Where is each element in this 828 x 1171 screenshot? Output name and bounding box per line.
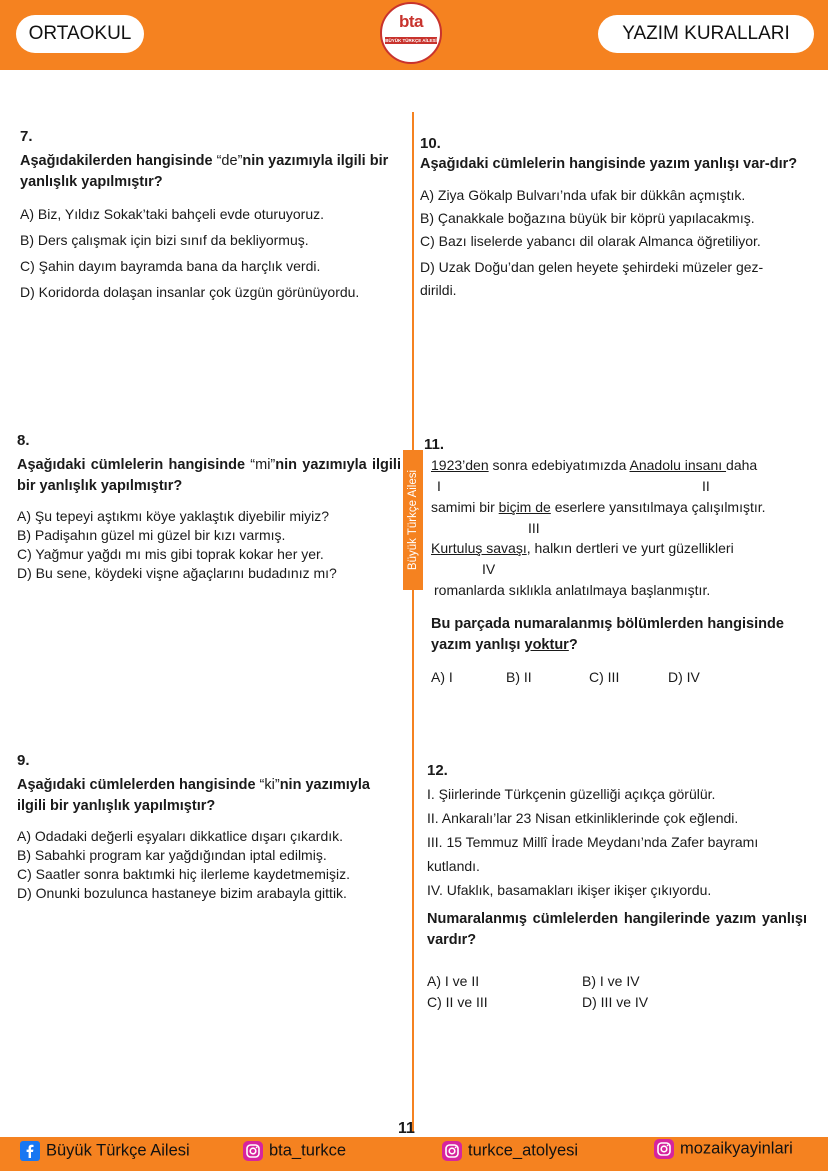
question-stem: Aşağıdaki cümlelerden hangisinde “ki”nin yazımıyla ilgili bir yanlışlık yapılmıştır?: [17, 777, 370, 814]
question-7: [20, 128, 400, 300]
option-b[interactable]: B) Sabahki program kar yağdığından iptal edilmiş.: [17, 847, 327, 863]
question-9: [17, 752, 401, 901]
option-d[interactable]: D) Uzak Doğu’dan gelen heyete şehirdeki müzeler gez-dirildi.: [420, 259, 764, 298]
option-c[interactable]: C) Saatler sonra baktımki hiç ilerleme kaydetmemişiz.: [17, 866, 350, 882]
instagram-link-2[interactable]: turkce_atolyesi: [442, 1141, 578, 1167]
facebook-icon: [20, 1141, 40, 1161]
option-d[interactable]: D) Onunki bozulunca hastaneye bizim arabayla gittik.: [17, 885, 347, 901]
question-number: 7.: [20, 128, 33, 145]
level-label: ORTAOKUL: [16, 15, 144, 53]
option-d[interactable]: D) Bu sene, köydeki vişne ağaçlarını budadınız mı?: [17, 565, 337, 581]
option-a[interactable]: A) Biz, Yıldız Sokak’taki bahçeli evde oturuyoruz.: [20, 206, 325, 222]
option-a[interactable]: A) I ve II: [427, 973, 480, 989]
question-number: 11.: [424, 436, 445, 453]
option-a[interactable]: A) Ziya Gökalp Bulvarı’nda ufak bir dükkân açmıştık.: [420, 187, 746, 203]
question-stem: Numaralanmış cümlelerden hangilerinde yazım yanlışı vardır?: [427, 911, 807, 948]
question-stem: Bu parçada numaralanmış bölümlerden hangisinde yazım yanlışı yoktur?: [431, 616, 784, 653]
option-d[interactable]: D) IV: [668, 669, 700, 685]
option-b[interactable]: B) Padişahın güzel mi güzel bir kızı varmış.: [17, 527, 286, 543]
passage-line-3: Kurtuluş savaşı, halkın dertleri ve yurt güzellikleri: [431, 540, 734, 556]
instagram-icon: [654, 1139, 674, 1159]
option-c[interactable]: C) III: [589, 669, 620, 685]
instagram-link-1[interactable]: bta_turkce: [243, 1141, 346, 1167]
statement-iii: III. 15 Temmuz Millî İrade Meydanı’nda Zafer bayramı kutlandı.: [427, 834, 759, 874]
logo-subtitle: BÜYÜK TÜRKÇE AİLESİ: [385, 38, 437, 43]
question-8: [17, 432, 401, 581]
option-a[interactable]: A) Şu tepeyi aştıkmı köye yaklaştık diyebilir miyiz?: [17, 508, 329, 524]
instagram-icon: [243, 1141, 263, 1161]
instagram-icon: [442, 1141, 462, 1161]
facebook-link[interactable]: Büyük Türkçe Ailesi: [20, 1141, 190, 1167]
option-d[interactable]: D) III ve IV: [582, 994, 649, 1010]
question-stem: Aşağıdaki cümlelerin hangisinde yazım yanlışı var-dır?: [420, 156, 798, 172]
question-number: 10.: [420, 135, 441, 152]
option-b[interactable]: B) Çanakkale boğazına büyük bir köprü yapılacakmış.: [420, 210, 755, 226]
option-d[interactable]: D) Koridorda dolaşan insanlar çok üzgün görünüyordu.: [20, 284, 360, 300]
option-a[interactable]: A) I: [431, 669, 453, 685]
page-number: 11: [398, 1120, 415, 1137]
question-stem: Aşağıdakilerden hangisinde “de”nin yazımıyla ilgili bir yanlışlık yapılmıştır?: [20, 153, 389, 190]
roman-iv: IV: [482, 561, 496, 577]
column-divider: [412, 112, 414, 1132]
option-b[interactable]: B) II: [506, 669, 532, 685]
option-b[interactable]: B) I ve IV: [582, 973, 640, 989]
side-tab: [403, 450, 423, 590]
option-c[interactable]: C) Yağmur yağdı mı mis gibi toprak kokar her yer.: [17, 546, 324, 562]
statement-i: I. Şiirlerinde Türkçenin güzelliği açıkça görülür.: [427, 786, 716, 802]
roman-i: I: [437, 478, 441, 494]
roman-ii: II: [702, 478, 710, 494]
option-c[interactable]: C) Bazı liselerde yabancı dil olarak Almanca öğretiliyor.: [420, 233, 761, 249]
side-tab-label: Büyük Türkçe Ailesi: [407, 469, 419, 571]
statement-ii: II. Ankaralı’lar 23 Nisan etkinliklerinde çok eğlendi.: [427, 810, 739, 826]
question-number: 12.: [427, 762, 448, 779]
question-10: [420, 135, 798, 302]
passage-line-1: 1923’den sonra edebiyatımızda Anadolu insanı daha: [431, 457, 758, 473]
roman-iii: III: [528, 520, 540, 536]
passage-line-2: samimi bir biçim de eserlere yansıtılmaya çalışılmıştır.: [431, 499, 766, 515]
option-c[interactable]: C) Şahin dayım bayramda bana da harçlık verdi.: [20, 258, 321, 274]
bta-logo: [380, 2, 442, 64]
option-b[interactable]: B) Ders çalışmak için bizi sınıf da bekliyormuş.: [20, 232, 309, 248]
question-number: 8.: [17, 432, 30, 449]
passage-line-4: romanlarda sıklıkla anlatılmaya başlanmıştır.: [434, 582, 711, 598]
instagram-link-3[interactable]: mozaikyayinlari: [654, 1139, 793, 1165]
topic-label: YAZIM KURALLARI: [598, 15, 814, 53]
option-c[interactable]: C) II ve III: [427, 994, 488, 1010]
question-number: 9.: [17, 752, 30, 769]
option-a[interactable]: A) Odadaki değerli eşyaları dikkatlice dışarı çıkardık.: [17, 828, 344, 844]
statement-iv: IV. Ufaklık, basamakları ikişer ikişer çıkıyordu.: [427, 882, 712, 898]
question-stem: Aşağıdaki cümlelerin hangisinde “mi”nin yazımıyla ilgili bir yanlışlık yapılmıştır?: [17, 457, 401, 494]
logo-title: bta: [399, 12, 423, 31]
